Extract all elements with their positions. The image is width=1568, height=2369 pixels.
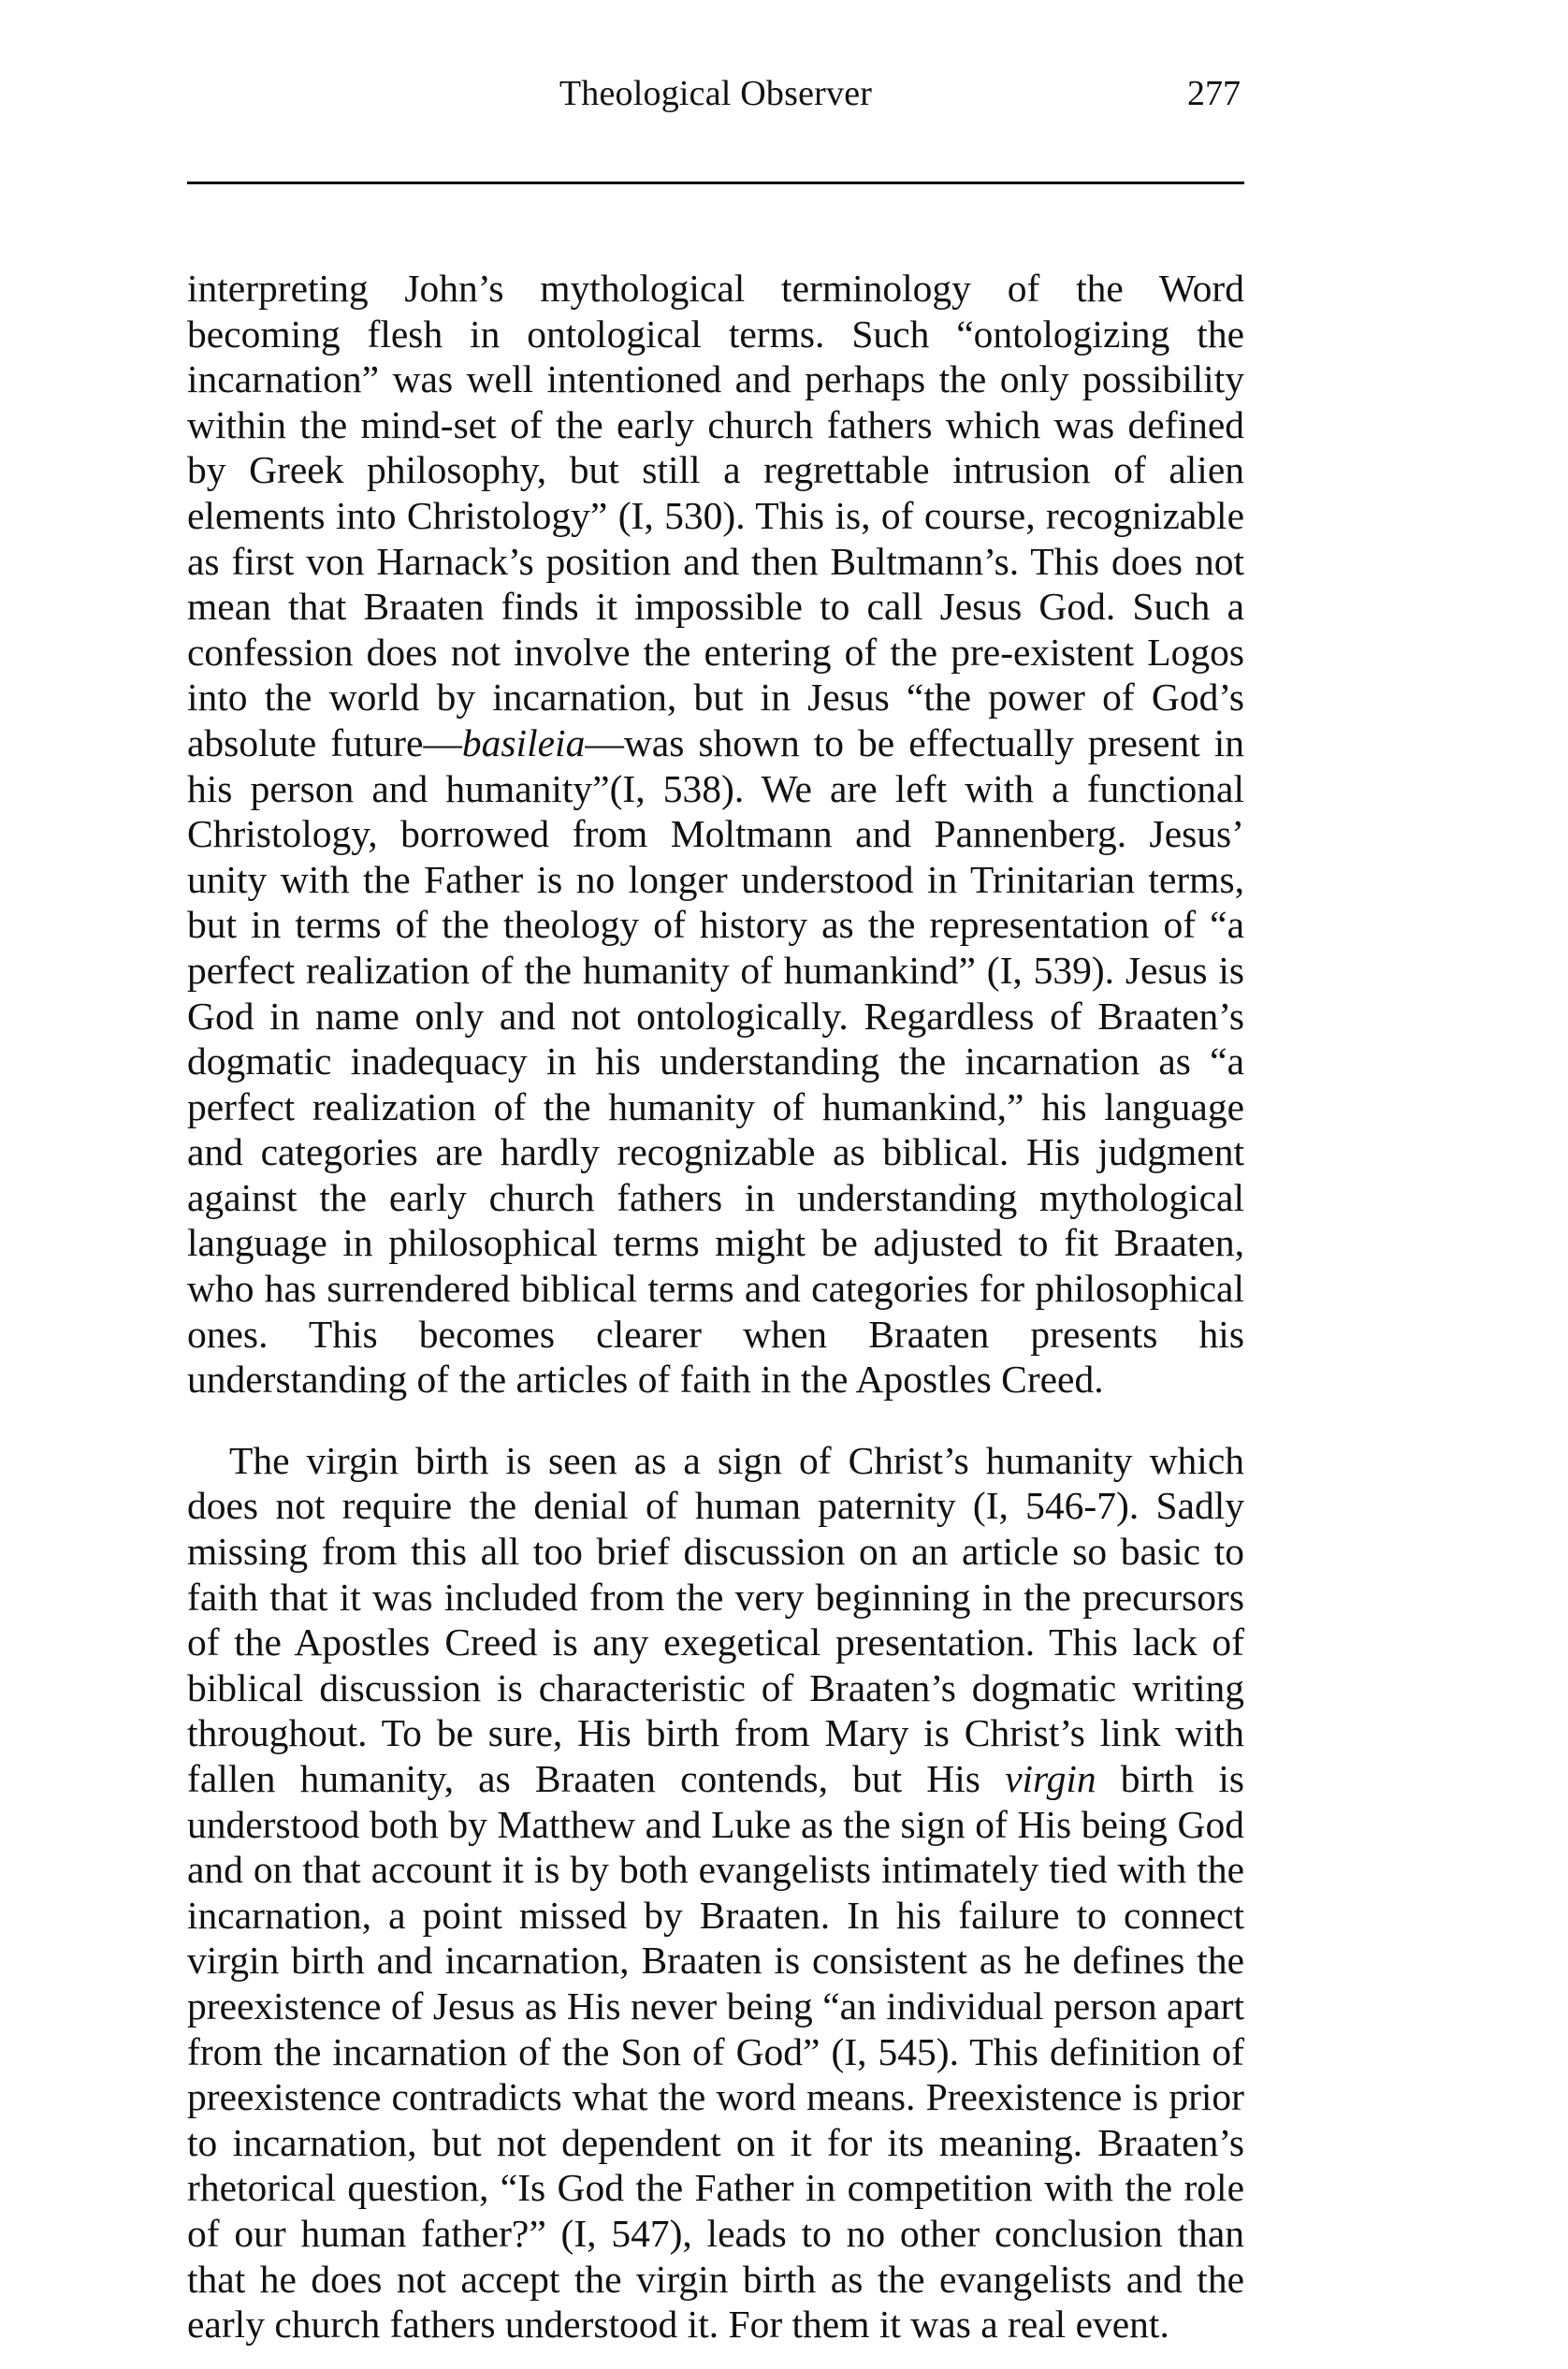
body-text [187, 266, 1244, 2347]
paragraph-2 [187, 1438, 1244, 2347]
header-rule [187, 182, 1244, 184]
running-header [187, 73, 1244, 129]
paragraph-1-italic-basileia: basileia [461, 720, 586, 764]
paragraph-1-text-2: —was shown to be effectually present in his person and humanity”(I, 538). We are left with a functional Christology, borrowed from Moltmann and Pannenberg. Jesus’ unity with the Father is no longer understood in Trinitarian terms, but in terms of the theology of history as the representation of “a perfect realization of the humanity of humankind” (I, 539). Jesus is God in name only and not ontologically. Regardless of Braaten’s dogmatic inadequacy in his understanding the incarnation as “a perfect realization of the humanity of humankind,” his language and categories are hardly recognizable as biblical. His judgment against the early church fathers in understanding mythological language in philosophical terms might be adjusted to fit Braaten, who has surrendered biblical terms and categories for philosophical ones. This becomes clearer when Braaten presents his understanding of the articles of faith in the Apostles Creed. [187, 720, 1245, 1402]
paragraph-1 [187, 266, 1244, 1403]
page-number: 277 [1187, 74, 1241, 113]
journal-title: Theological Observer [559, 74, 873, 113]
paragraph-2-text-2: birth is understood both by Matthew and Luke as the sign of His being God and on that account it is by both evangelists intimately tied with the incarnation, a point missed by Braaten. In his failure to connect virgin birth and incarnation, Braaten is consistent as he defines the preexistence of Jesus as His never being “an individual person apart from the incarnation of the Son of God” (I, 545). This definition of preexistence contradicts what the word means. Preexistence is prior to incarnation, but not dependent on it for its meaning. Braaten’s rhetorical question, “Is God the Father in competition with the role of our human father?” (I, 547), leads to no other conclusion than that he does not accept the virgin birth as the evangelists and the early church fathers understood it. For them it was a real event. [187, 1757, 1245, 2347]
paragraph-2-text-1: The virgin birth is seen as a sign of Christ’s humanity which does not require the denial of human paternity (I, 546-7). Sadly missing from this all too brief discussion on an article so basic to faith that it was included from the very beginning in the precursors of the Apostles Creed is any exegetical presentation. This lack of biblical discussion is characteristic of Braaten’s dogmatic writing throughout. To be sure, His birth from Mary is Christ’s link with fallen humanity, as Braaten contends, but His [187, 1438, 1244, 1800]
paragraph-2-italic-virgin: virgin [1005, 1757, 1096, 1800]
paragraph-1-text-1: interpreting John’s mythological terminology of the Word becoming flesh in ontological terms. Such “ontologizing the incarnation” was well intentioned and perhaps the only possibility within the mind-set of the early church fathers which was defined by Greek philosophy, but still a regrettable intrusion of alien elements into Christology” (I, 530). This is, of course, recognizable as first von Harnack’s position and then Bultmann’s. This does not mean that Braaten finds it impossible to call Jesus God. Such a confession does not involve the entering of the pre-existent Logos into the world by incarnation, but in Jesus “the power of God’s absolute future— [187, 267, 1244, 764]
